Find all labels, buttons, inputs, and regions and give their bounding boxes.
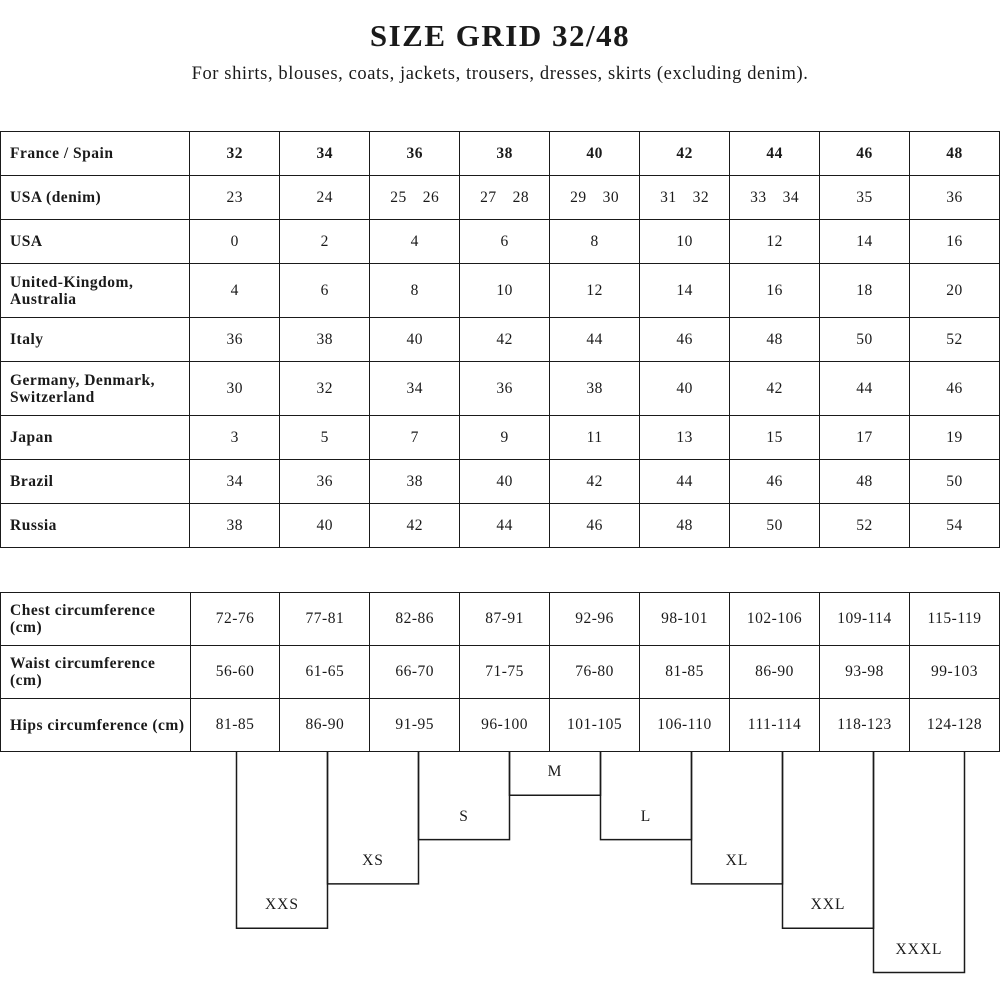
- letter-size-bracket: [874, 751, 965, 973]
- size-cell: 13: [640, 416, 730, 460]
- measurement-cell: 82-86: [370, 593, 460, 646]
- size-cell: 42: [730, 362, 820, 416]
- size-cell: 52: [910, 318, 1000, 362]
- size-cell: 40: [460, 460, 550, 504]
- size-cell: 50: [820, 318, 910, 362]
- size-cell: 44: [730, 132, 820, 176]
- measurement-cell: 93-98: [820, 646, 910, 699]
- size-cell: 54: [910, 504, 1000, 548]
- measurement-cell: 111-114: [730, 699, 820, 752]
- measurement-cell: 115-119: [909, 593, 999, 646]
- size-cell: 48: [910, 132, 1000, 176]
- letter-size-bracket: [419, 751, 510, 840]
- size-cell: 48: [730, 318, 820, 362]
- measurement-cell: 66-70: [370, 646, 460, 699]
- measurement-cell: 96-100: [460, 699, 550, 752]
- row-label: USA (denim): [1, 176, 190, 220]
- measurement-cell: 102-106: [730, 593, 820, 646]
- size-cell: 30: [190, 362, 280, 416]
- letter-size-label: XXXL: [895, 940, 943, 958]
- letter-size-label: S: [459, 807, 469, 825]
- size-cell: 52: [820, 504, 910, 548]
- size-value: 24: [316, 188, 333, 206]
- size-cell: 48: [820, 460, 910, 504]
- size-cell: 46: [730, 460, 820, 504]
- size-cell: 14: [640, 264, 730, 318]
- size-value: 30: [602, 188, 620, 206]
- row-label: France / Spain: [1, 132, 190, 176]
- size-cell: 44: [460, 504, 550, 548]
- size-cell: 36: [370, 132, 460, 176]
- size-cell: 14: [820, 220, 910, 264]
- row-label: Russia: [1, 504, 190, 548]
- measurement-cell: 91-95: [370, 699, 460, 752]
- letter-size-label: XXS: [264, 896, 300, 914]
- measurement-cell: 71-75: [460, 646, 550, 699]
- size-cell: 20: [910, 264, 1000, 318]
- letter-size-bracket: [601, 751, 692, 840]
- size-value: 25: [390, 188, 407, 206]
- size-cell: 16: [730, 264, 820, 318]
- size-value: 27: [480, 188, 497, 206]
- row-label: Chest circumference (cm): [1, 593, 191, 646]
- size-cell: 8: [370, 264, 460, 318]
- size-cell: 10: [460, 264, 550, 318]
- measurement-cell: 72-76: [190, 593, 280, 646]
- size-value: 29: [570, 188, 587, 206]
- size-value: 26: [422, 188, 440, 206]
- size-cell: 5: [280, 416, 370, 460]
- letter-size-label: XL: [725, 851, 749, 869]
- size-value: 23: [226, 188, 243, 206]
- size-cell: 12: [730, 220, 820, 264]
- size-cell: 4: [190, 264, 280, 318]
- size-cell: 2: [280, 220, 370, 264]
- size-cell: 40: [640, 362, 730, 416]
- measurement-cell: 109-114: [820, 593, 910, 646]
- row-label: Japan: [1, 416, 190, 460]
- size-cell: 32: [280, 362, 370, 416]
- measurement-cell: 99-103: [909, 646, 999, 699]
- size-cell: 10: [640, 220, 730, 264]
- measurement-cell: 86-90: [730, 646, 820, 699]
- size-cell: 42: [550, 460, 640, 504]
- letter-size-label: M: [547, 763, 563, 781]
- measurement-cell: 98-101: [640, 593, 730, 646]
- size-cell: 11: [550, 416, 640, 460]
- size-cell: 18: [820, 264, 910, 318]
- size-cell: 36: [190, 318, 280, 362]
- row-label: USA: [1, 220, 190, 264]
- size-cell: 44: [550, 318, 640, 362]
- row-label: Italy: [1, 318, 190, 362]
- size-value: 33: [750, 188, 767, 206]
- size-cell: 38: [460, 132, 550, 176]
- size-cell: 38: [550, 362, 640, 416]
- measurement-cell: 106-110: [640, 699, 730, 752]
- size-cell: 6: [460, 220, 550, 264]
- row-label: United-Kingdom, Australia: [1, 264, 190, 318]
- size-value: 35: [856, 188, 873, 206]
- size-cell: 34: [370, 362, 460, 416]
- size-cell: 12: [550, 264, 640, 318]
- size-cell: 36: [280, 460, 370, 504]
- row-label: Hips circumference (cm): [1, 699, 191, 752]
- size-cell: 48: [640, 504, 730, 548]
- letter-size-label: XS: [362, 851, 384, 869]
- size-cell: 40: [550, 132, 640, 176]
- size-cell: 46: [550, 504, 640, 548]
- size-cell: 38: [280, 318, 370, 362]
- size-cell: 46: [640, 318, 730, 362]
- size-cell: 42: [370, 504, 460, 548]
- size-cell: 36: [460, 362, 550, 416]
- row-label: Brazil: [1, 460, 190, 504]
- size-cell: 34: [190, 460, 280, 504]
- page-subtitle: For shirts, blouses, coats, jackets, trousers, dresses, skirts (excluding denim).: [191, 64, 809, 84]
- measurement-cell: 76-80: [550, 646, 640, 699]
- measurement-cell: 86-90: [280, 699, 370, 752]
- size-cell: 4: [370, 220, 460, 264]
- size-cell: 38: [370, 460, 460, 504]
- size-cell: 38: [190, 504, 280, 548]
- size-value: 28: [512, 188, 530, 206]
- size-cell: 9: [460, 416, 550, 460]
- size-value: 31: [660, 188, 677, 206]
- row-label: Germany, Denmark, Switzerland: [1, 362, 190, 416]
- size-cell: 15: [730, 416, 820, 460]
- size-cell: 44: [820, 362, 910, 416]
- size-cell: 17: [820, 416, 910, 460]
- size-cell: 46: [820, 132, 910, 176]
- size-cell: 40: [280, 504, 370, 548]
- size-cell: 42: [460, 318, 550, 362]
- measurement-cell: 118-123: [820, 699, 910, 752]
- measurement-cell: 87-91: [460, 593, 550, 646]
- size-cell: 16: [910, 220, 1000, 264]
- measurement-cell: 77-81: [280, 593, 370, 646]
- letter-size-label: XXL: [810, 896, 846, 914]
- size-value: 34: [782, 188, 800, 206]
- measurement-cell: 101-105: [550, 699, 640, 752]
- size-cell: 8: [550, 220, 640, 264]
- size-cell: 40: [370, 318, 460, 362]
- size-cell: 32: [190, 132, 280, 176]
- size-value: 32: [692, 188, 710, 206]
- size-cell: 44: [640, 460, 730, 504]
- size-cell: 0: [190, 220, 280, 264]
- size-cell: 19: [910, 416, 1000, 460]
- size-cell: 50: [910, 460, 1000, 504]
- letter-size-label: L: [640, 807, 652, 825]
- measurement-cell: 81-85: [190, 699, 280, 752]
- measurement-cell: 124-128: [909, 699, 999, 752]
- size-value: 36: [946, 188, 963, 206]
- measurement-cell: 56-60: [190, 646, 280, 699]
- size-cell: 3: [190, 416, 280, 460]
- size-cell: 34: [280, 132, 370, 176]
- row-label: Waist circumference (cm): [1, 646, 191, 699]
- size-cell: 46: [910, 362, 1000, 416]
- page-title: SIZE GRID 32/48: [369, 18, 631, 53]
- size-cell: 6: [280, 264, 370, 318]
- measurement-cell: 92-96: [550, 593, 640, 646]
- size-cell: 42: [640, 132, 730, 176]
- size-cell: 7: [370, 416, 460, 460]
- measurement-cell: 61-65: [280, 646, 370, 699]
- size-cell: 50: [730, 504, 820, 548]
- measurement-cell: 81-85: [640, 646, 730, 699]
